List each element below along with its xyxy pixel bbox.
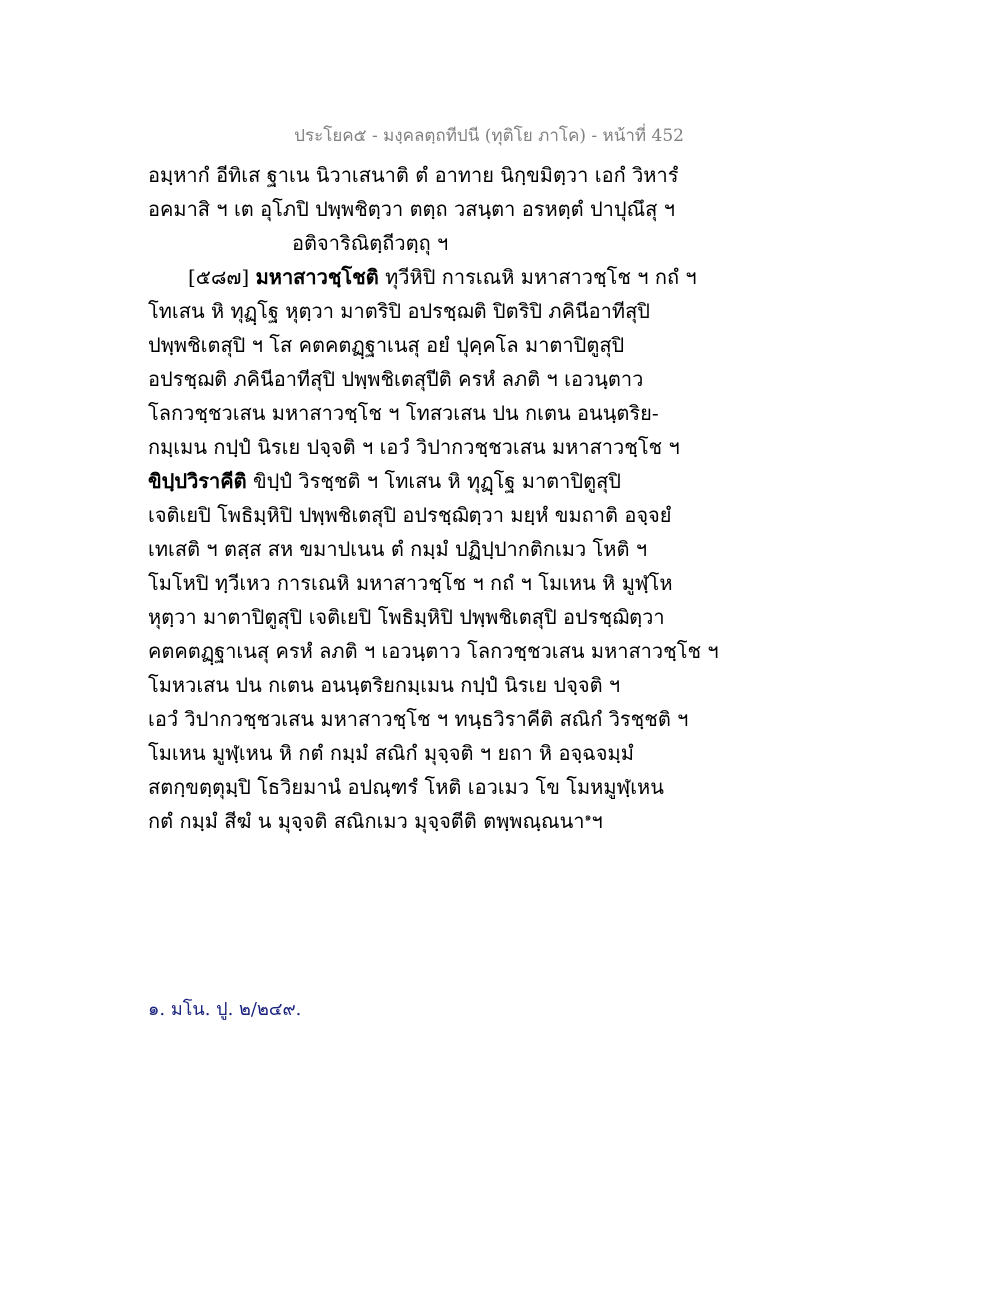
text-line: อมฺหากํ อีทิเส ฐาเน นิวาเสนาติ ตํ อาทาย นิกฺขมิตฺวา เอกํ วิหารํ (148, 163, 679, 187)
text-line: อปรชฺฌติ ภคินีอาทีสุปิ ปพฺพชิเตสุปีติ ครหํ ลภติ ฯ เอวนฺตาว (148, 367, 644, 391)
text-line: เจติเยปิ โพธิมฺหิปิ ปพฺพชิเตสุปิ อปรชฺฌิตฺวา มยฺหํ ขมถาติ อจฺจยํ (148, 503, 672, 527)
paragraph-start-line (148, 260, 708, 294)
text-line: ปพฺพชิเตสุปิ ฯ โส คตคตฏฺฐาเนสุ อยํ ปุคฺคโล มาตาปิตูสุปิ (148, 333, 625, 357)
text-line: โมเหน มูฬฺเหน หิ กตํ กมฺมํ สณิกํ มุจฺจติ ฯ ยถา หิ อจฺฉจมฺมํ (148, 741, 634, 765)
text-line (148, 804, 708, 838)
paragraph-number: [๕๘๗] (188, 265, 256, 289)
text-line: หุตฺวา มาตาปิตูสุปิ เจติเยปิ โพธิมฺหิปิ ปพฺพชิเตสุปิ อปรชฺฌิตฺวา (148, 605, 665, 629)
footnote-marker: ๑ (584, 810, 592, 824)
text-span: กตํ กมฺมํ สีฆํ น มุจฺจติ สณิกเมว มุจฺจตีติ ตพฺพณฺณนา (148, 809, 585, 833)
text-line: เทเสติ ฯ ตสฺส สห ขมาปเนน ตํ กมฺมํ ปฏิปฺปากติกเมว โหติ ฯ (148, 537, 648, 561)
text-line: คตคตฏฺฐาเนสุ ครหํ ลภติ ฯ เอวนฺตาว โลกวชฺชวเสน มหาสาวชฺโช ฯ (148, 639, 719, 663)
text-line: โมโหปิ ทฺวีเหว การเณหิ มหาสาวชฺโช ฯ กถํ ฯ โมเหน หิ มูฬฺโห (148, 571, 673, 595)
text-line: เอวํ วิปากวชฺชวเสน มหาสาวชฺโช ฯ ทนฺธวิราคีติ สณิกํ วิรชฺชติ ฯ (148, 707, 689, 731)
body-text (148, 158, 719, 838)
text-span: ฯ (591, 809, 603, 833)
text-span: ทุวีหิปิ การเณหิ มหาสาวชฺโช ฯ กถํ ฯ (378, 265, 697, 289)
text-line: โทเสน หิ ทุฏฺโฐ หุตฺวา มาตริปิ อปรชฺฌติ ปิตริปิ ภคินีอาทีสุปิ (148, 299, 650, 323)
heading-term: ขิปฺปวิราคีติ (148, 469, 247, 493)
text-line: สตกฺขตฺตุมฺปิ โธวิยมานํ อปณฺฑรํ โหติ เอวเมว โข โมหมูฬฺเหน (148, 775, 664, 799)
text-line: โมหวเสน ปน กเตน อนนฺตริยกมฺเมน กปฺปํ นิรเย ปจฺจติ ฯ (148, 673, 621, 697)
text-line: กมฺเมน กปฺปํ นิรเย ปจฺจติ ฯ เอวํ วิปากวชฺชวเสน มหาสาวชฺโช ฯ (148, 435, 680, 459)
footnote: ๑. มโน. ปู. ๒/๒๔๙. (148, 999, 302, 1020)
text-line: อคมาสิ ฯ เต อุโภปิ ปพฺพชิตฺวา ตตฺถ วสนฺตา อรหตฺตํ ปาปุณึสุ ฯ (148, 197, 675, 221)
text-line (148, 464, 708, 498)
text-line: โลกวชฺชวเสน มหาสาวชฺโช ฯ โทสวเสน ปน กเตน อนนฺตริย- (148, 401, 659, 425)
text-span: ขิปฺปํ วิรชฺชติ ฯ โทเสน หิ ทุฏฺโฐ มาตาปิตูสุปิ (246, 469, 621, 493)
heading-term: มหาสาวชฺโชติ (255, 265, 379, 289)
story-end-title: อติจาริณิตฺถีวตฺถุ ฯ (292, 231, 449, 255)
running-header: ประโยค๕ - มงฺคลตฺถทีปนี (ทุติโย ภาโค) - หน้าที่ 452 (294, 126, 684, 146)
